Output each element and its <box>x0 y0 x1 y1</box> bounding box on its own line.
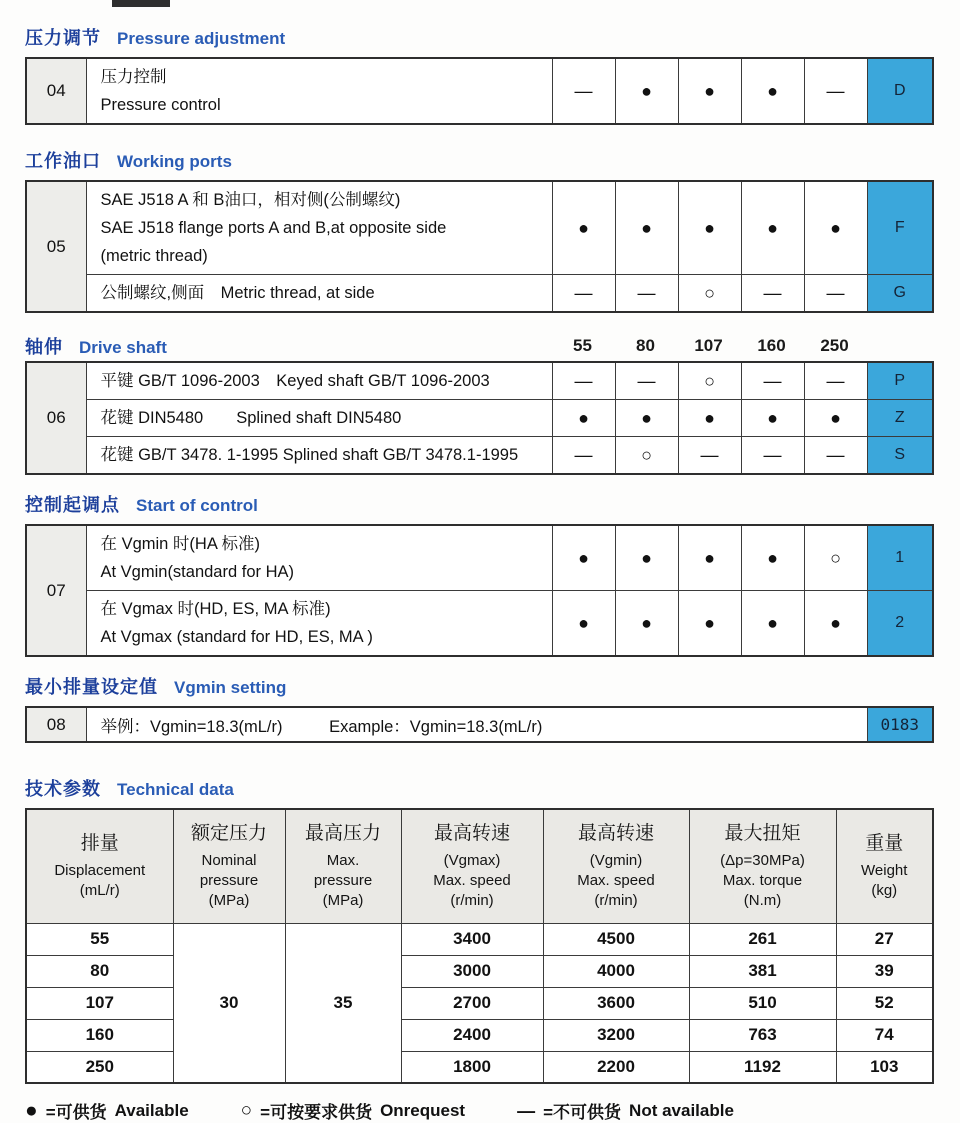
desc-line-en: SAE J518 flange ports A and B,at opposite side <box>100 219 447 237</box>
option-description <box>86 58 552 124</box>
cell-max-speed-vgmin: 4000 <box>543 955 689 987</box>
col-header-nominal-pressure: 额定压力 Nominal pressure (MPa) <box>173 809 285 923</box>
cell-weight: 52 <box>836 987 933 1019</box>
mark-cell-107: ● <box>678 181 741 275</box>
col-header-max-speed-vgmax: 最高转速 (Vgmax) Max. speed (r/min) <box>401 809 543 923</box>
mark-cell-160: ● <box>741 181 804 275</box>
desc-line: 花键 DIN5480 Splined shaft DIN5480 <box>100 409 402 427</box>
desc-line-cn: 压力控制 <box>100 68 167 86</box>
mark-cell-250: — <box>804 437 867 475</box>
legend-item-not-available <box>517 1098 734 1123</box>
legend-item-available <box>25 1098 189 1123</box>
cell-max-torque: 261 <box>689 923 836 955</box>
option-description <box>86 400 552 437</box>
desc-line: 花键 GB/T 3478. 1-1995 Splined shaft GB/T 3478.1-1995 <box>100 446 519 464</box>
option-code: G <box>867 275 933 313</box>
cell-displacement: 55 <box>26 923 173 955</box>
example-en: Example：Vgmin=18.3(mL/r) <box>329 717 543 736</box>
section-title-cn: 工作油口 <box>25 151 101 171</box>
row-number: 04 <box>26 58 86 124</box>
table-row <box>26 525 933 591</box>
mark-cell-80: ● <box>615 591 678 657</box>
section-title-en: Start of control <box>136 496 258 515</box>
row-number: 08 <box>26 707 86 742</box>
option-code: S <box>867 437 933 475</box>
mark-cell-160: ● <box>741 591 804 657</box>
availability-table-04 <box>25 57 934 125</box>
available-icon: ● <box>25 1099 38 1122</box>
table-row <box>26 400 933 437</box>
mark-cell-55: — <box>552 275 615 313</box>
option-description <box>86 275 552 313</box>
mark-cell-250: — <box>804 362 867 400</box>
mark-cell-250: ● <box>804 181 867 275</box>
availability-table-06 <box>25 361 934 475</box>
option-code: 1 <box>867 525 933 591</box>
mark-cell-250: ● <box>804 591 867 657</box>
col-header-weight: 重量 Weight (kg) <box>836 809 933 923</box>
option-description <box>86 437 552 475</box>
table-row <box>26 955 933 987</box>
mark-cell-107: ○ <box>678 275 741 313</box>
section-start-of-control <box>25 491 932 657</box>
col-header-max-speed-vgmin: 最高转速 (Vgmin) Max. speed (r/min) <box>543 809 689 923</box>
size-header-160: 160 <box>757 336 786 355</box>
mark-cell-107: ○ <box>678 362 741 400</box>
table-row <box>26 275 933 313</box>
mark-cell-80: ○ <box>615 437 678 475</box>
mark-cell-55: ● <box>552 181 615 275</box>
cell-displacement: 160 <box>26 1019 173 1051</box>
availability-table-08 <box>25 706 934 743</box>
col-header-max-torque: 最大扭矩 (Δp=30MPa) Max. torque (N.m) <box>689 809 836 923</box>
mark-cell-160: ● <box>741 525 804 591</box>
cell-weight: 103 <box>836 1051 933 1083</box>
table-row <box>26 58 933 124</box>
section-title <box>25 491 932 517</box>
section-title-en: Working ports <box>117 152 232 171</box>
desc-line-cn: 在 Vgmin 时(HA 标准) <box>100 535 261 553</box>
section-technical-data <box>25 775 932 1084</box>
col-header-displacement: 排量 Displacement (mL/r) <box>26 809 173 923</box>
size-header-250: 250 <box>820 336 849 355</box>
section-title-cn: 最小排量设定值 <box>25 677 158 697</box>
table-row <box>26 591 933 657</box>
example-description <box>86 707 867 742</box>
cell-max-speed-vgmin: 3200 <box>543 1019 689 1051</box>
legend-text-cn: =可按要求供货 <box>260 1103 373 1122</box>
option-code: Z <box>867 400 933 437</box>
mark-cell-55: — <box>552 58 615 124</box>
mark-cell-80: ● <box>615 181 678 275</box>
mark-cell-55: ● <box>552 400 615 437</box>
cell-max-speed-vgmax: 1800 <box>401 1051 543 1083</box>
option-code: F <box>867 181 933 275</box>
desc-line-cn: SAE J518 A 和 B油口，相对侧(公制螺纹) <box>100 191 401 209</box>
option-description <box>86 362 552 400</box>
size-header-80: 80 <box>636 336 655 355</box>
cell-max-speed-vgmin: 4500 <box>543 923 689 955</box>
desc-line-en: Pressure control <box>100 96 221 114</box>
row-number: 06 <box>26 362 86 474</box>
legend-text-en: Not available <box>629 1100 734 1120</box>
mark-cell-250: ○ <box>804 525 867 591</box>
table-row <box>26 1051 933 1083</box>
mark-cell-250: ● <box>804 400 867 437</box>
legend-text-cn: =不可供货 <box>543 1103 622 1122</box>
cell-max-pressure: 35 <box>285 923 401 1083</box>
table-row <box>26 181 933 275</box>
section-working-ports <box>25 147 932 313</box>
mark-cell-55: — <box>552 362 615 400</box>
example-cn: 举例：Vgmin=18.3(mL/r) <box>100 717 283 736</box>
table-row <box>26 987 933 1019</box>
availability-table-05 <box>25 180 934 313</box>
cell-displacement: 107 <box>26 987 173 1019</box>
section-title <box>25 24 932 50</box>
mark-cell-250: — <box>804 58 867 124</box>
on-request-icon: ○ <box>240 1100 253 1121</box>
section-title-cn: 控制起调点 <box>25 495 120 515</box>
scan-artifact <box>112 0 170 7</box>
row-number: 05 <box>26 181 86 312</box>
legend-text-en: Available <box>114 1100 189 1120</box>
section-title-en: Technical data <box>117 780 234 799</box>
cell-max-speed-vgmax: 3000 <box>401 955 543 987</box>
table-row <box>26 923 933 955</box>
cell-max-speed-vgmax: 2700 <box>401 987 543 1019</box>
cell-nominal-pressure: 30 <box>173 923 285 1083</box>
section-title-cn: 技术参数 <box>25 779 101 799</box>
cell-max-torque: 381 <box>689 955 836 987</box>
availability-table-07 <box>25 524 934 657</box>
mark-cell-55: ● <box>552 591 615 657</box>
option-code: 0183 <box>867 707 933 742</box>
section-title-cn: 压力调节 <box>25 28 101 48</box>
legend-text-cn: =可供货 <box>45 1103 107 1122</box>
mark-cell-55: ● <box>552 525 615 591</box>
size-header-row <box>25 333 932 359</box>
option-code: D <box>867 58 933 124</box>
mark-cell-107: ● <box>678 400 741 437</box>
mark-cell-107: ● <box>678 58 741 124</box>
section-title-en: Vgmin setting <box>174 678 287 697</box>
desc-line-en: At Vgmax (standard for HD, ES, MA ) <box>100 628 373 646</box>
mark-cell-55: — <box>552 437 615 475</box>
section-title-cell <box>25 333 551 359</box>
table-header-row <box>26 809 933 923</box>
mark-cell-80: — <box>615 275 678 313</box>
desc-line-en2: (metric thread) <box>100 247 208 265</box>
mark-cell-160: — <box>741 362 804 400</box>
desc-line-cn: 在 Vgmax 时(HD, ES, MA 标准) <box>100 600 331 618</box>
cell-weight: 74 <box>836 1019 933 1051</box>
desc-line: 公制螺纹,侧面 Metric thread, at side <box>100 284 375 302</box>
table-row <box>26 437 933 475</box>
cell-max-speed-vgmax: 2400 <box>401 1019 543 1051</box>
mark-cell-250: — <box>804 275 867 313</box>
section-title-cn: 轴伸 <box>25 337 63 357</box>
size-header-107: 107 <box>694 336 723 355</box>
option-code: 2 <box>867 591 933 657</box>
technical-data-table <box>25 808 934 1084</box>
option-description <box>86 591 552 657</box>
col-header-max-pressure: 最高压力 Max. pressure (MPa) <box>285 809 401 923</box>
cell-max-torque: 1192 <box>689 1051 836 1083</box>
not-available-icon: — <box>517 1100 536 1121</box>
cell-weight: 27 <box>836 923 933 955</box>
table-row <box>26 362 933 400</box>
mark-cell-107: ● <box>678 525 741 591</box>
cell-max-torque: 510 <box>689 987 836 1019</box>
section-title <box>25 673 932 699</box>
option-description <box>86 525 552 591</box>
mark-cell-160: — <box>741 275 804 313</box>
mark-cell-80: ● <box>615 400 678 437</box>
option-code: P <box>867 362 933 400</box>
mark-cell-160: ● <box>741 400 804 437</box>
cell-max-speed-vgmin: 2200 <box>543 1051 689 1083</box>
mark-cell-160: — <box>741 437 804 475</box>
section-drive-shaft <box>25 333 932 475</box>
desc-line: 平键 GB/T 1096-2003 Keyed shaft GB/T 1096-2003 <box>100 372 490 390</box>
mark-cell-80: ● <box>615 525 678 591</box>
desc-line-en: At Vgmin(standard for HA) <box>100 563 294 581</box>
cell-weight: 39 <box>836 955 933 987</box>
mark-cell-160: ● <box>741 58 804 124</box>
section-pressure-adjustment <box>25 24 932 125</box>
cell-max-speed-vgmax: 3400 <box>401 923 543 955</box>
mark-cell-107: — <box>678 437 741 475</box>
availability-legend <box>25 1098 932 1123</box>
table-row <box>26 1019 933 1051</box>
section-title <box>25 147 932 173</box>
cell-displacement: 80 <box>26 955 173 987</box>
section-title-en: Pressure adjustment <box>117 29 286 48</box>
legend-text-en: Onrequest <box>380 1100 466 1120</box>
table-row <box>26 707 933 742</box>
section-title-en: Drive shaft <box>79 338 167 357</box>
mark-cell-80: ● <box>615 58 678 124</box>
legend-item-on-request <box>241 1098 465 1123</box>
cell-max-speed-vgmin: 3600 <box>543 987 689 1019</box>
cell-displacement: 250 <box>26 1051 173 1083</box>
row-number: 07 <box>26 525 86 656</box>
size-header-55: 55 <box>573 336 592 355</box>
mark-cell-80: — <box>615 362 678 400</box>
section-title <box>25 775 932 801</box>
option-description <box>86 181 552 275</box>
cell-max-torque: 763 <box>689 1019 836 1051</box>
section-vgmin-setting <box>25 673 932 743</box>
mark-cell-107: ● <box>678 591 741 657</box>
